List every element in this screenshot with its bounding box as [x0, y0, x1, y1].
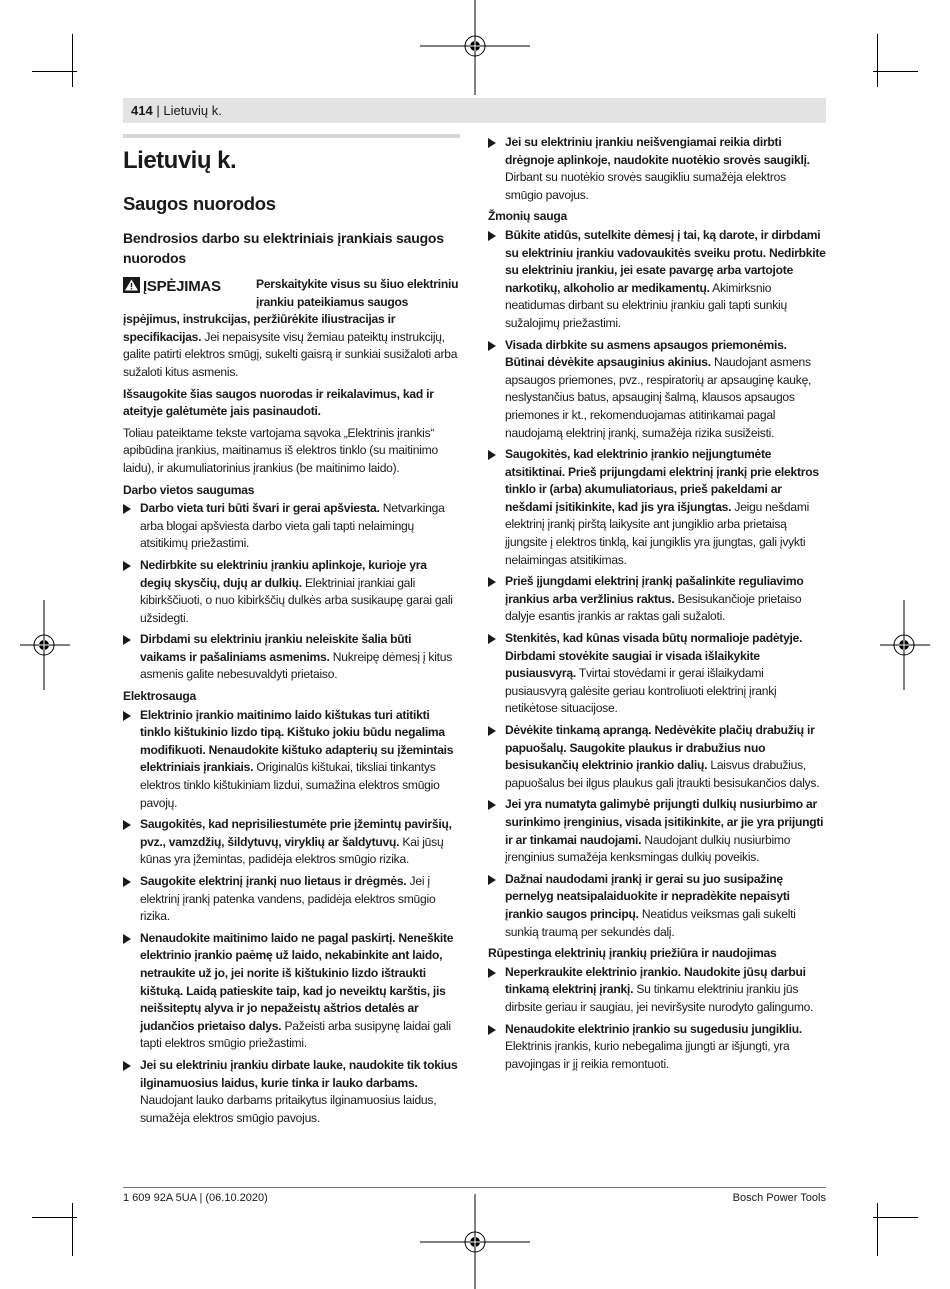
item-text: Jeigu nešdami elektrinį įrankį pirštą laikysite ant jungiklio arba prietaisą įjungsite į elektros tinklą, kai jungiklis yra įjungtas, gali įvykti nelaimingas atsitikimas.	[505, 499, 810, 567]
item-bold-text: Būkite atidūs, sutelkite dėmesį į tai, ką darote, ir dirbdami su elektriniu įrankiu vadovaukitės sveiku protu. Nedirbkite su elektriniu įrankiu, jei esate pavargę arba vartojote narkotikų, alkoholio ar medikamentų.	[505, 227, 826, 295]
item-bold-text: Nenaudokite maitinimo laido ne pagal paskirtį. Neneškite elektrinio įrankio paėmę už laido, nekabinkite ant laido, netraukite už jo, jei norite iš kištukinio lizdo ištraukti kištuką. Laidą patieskite taip, kad jo neveiktų karštis, jis neišsiteptų alyva ir jo nepažeistų aštrios detalės ar judančios prietaiso dalys.	[140, 930, 454, 1033]
bullet-arrow-icon	[488, 1025, 496, 1035]
keep-instructions: Išsaugokite šias saugos nuorodas ir reikalavimus, kad ir ateityje galėtumėte jais pasinaudoti.	[123, 386, 434, 419]
bullet-arrow-icon	[488, 577, 496, 587]
list-item	[488, 722, 826, 792]
bullet-arrow-icon	[123, 934, 131, 944]
header-separator: |	[156, 103, 160, 118]
crop-mark	[873, 1217, 918, 1218]
personal-heading: Žmonių sauga	[488, 209, 567, 224]
workplace-heading: Darbo vietos saugumas	[123, 482, 255, 497]
electrical-list-continued	[488, 134, 826, 204]
footer-document-code: 1 609 92A 5UA | (06.10.2020)	[123, 1192, 268, 1204]
title-rule	[123, 134, 460, 138]
item-text: Naudojant asmens apsaugos priemones, pvz., respiratorių ar apsauginę kaukę, neslystančius batus, apsauginį šalmą, klausos apsaugos priemones ir kt., rekomenduojamas atitinkamai pagal naudojamą elektrinį įrankį, sumažėja rizika susižeisti.	[505, 355, 812, 440]
crop-mark	[32, 1217, 77, 1218]
section-title: Saugos nuorodos	[123, 193, 276, 214]
item-bold-text: Neperkraukite elektrinio įrankio. Naudokite jūsų darbui tinkamą elektrinį įrankį.	[505, 964, 806, 997]
bullet-arrow-icon	[488, 231, 496, 241]
item-bold-text: Dažnai naudodami įrankį ir gerai su juo susipažinę pernelyg neatsipalaiduokite ir nepradėkite nepaisyti įrankio saugos principų.	[505, 871, 790, 921]
bullet-arrow-icon	[488, 875, 496, 885]
list-item	[488, 1021, 826, 1074]
list-item	[488, 630, 826, 718]
bullet-arrow-icon	[488, 138, 496, 148]
list-item	[123, 557, 460, 627]
item-bold-text: Visada dirbkite su asmens apsaugos priemonėmis. Būtinai dėvėkite apsauginius akinius.	[505, 337, 787, 370]
list-item	[488, 337, 826, 443]
left-column	[123, 134, 460, 1131]
item-bold-text: Prieš įjungdami elektrinį įrankį pašalinkite reguliavimo įrankius arba veržlinius raktus.	[505, 574, 804, 606]
item-bold-text: Dirbdami su elektriniu įrankiu neleiskite šalia būti vaikams ir pašaliniams asmenims.	[140, 632, 412, 664]
definition-text: Toliau pateiktame tekste vartojama sąvoka „Elektrinis įrankis“ apibūdina įrankius, maitinamus iš elektros tinklo (su maitinimo laidu), ir akumuliatorinius įrankius (be maitinimo laido).	[123, 425, 438, 475]
subsection-title: Bendrosios darbo su elektriniais įrankiais saugos nuorodos	[123, 230, 444, 266]
item-text: Pažeisti arba susipynę laidai gali tapti elektros smūgio priežastimi.	[140, 1018, 451, 1051]
page-number: 414	[131, 103, 153, 118]
list-item	[123, 816, 460, 869]
item-bold-text: Nedirbkite su elektriniu įrankiu aplinkoje, kurioje yra degių skysčių, dujų ar dulkių.	[140, 557, 427, 590]
crop-mark	[72, 34, 73, 87]
list-item	[123, 707, 460, 813]
list-item	[123, 1057, 460, 1127]
item-bold-text: Nenaudokite elektrinio įrankio su sugedusiu jungikliu.	[505, 1021, 802, 1036]
list-item	[488, 964, 826, 1017]
footer-brand: Bosch Power Tools	[732, 1192, 826, 1204]
registration-mark-icon	[880, 600, 930, 690]
list-item	[488, 796, 826, 866]
item-text: Nukreipę dėmesį į kitus asmenis galite nebesuvaldyti prietaiso.	[140, 649, 453, 682]
bullet-arrow-icon	[123, 877, 131, 887]
item-bold-text: Stenkitės, kad kūnas visada būtų normalioje padėtyje. Dirbdami stovėkite saugiai ir visada išlaikykite pusiausvyrą.	[505, 631, 803, 681]
crop-mark	[32, 71, 77, 72]
bullet-arrow-icon	[488, 341, 496, 351]
workplace-list	[123, 500, 460, 684]
warning-label	[123, 276, 256, 296]
item-bold-text: Saugokite elektrinį įrankį nuo lietaus ir drėgmės.	[140, 874, 407, 888]
footer-rule	[123, 1187, 826, 1188]
list-item	[488, 573, 826, 626]
registration-mark-icon	[420, 0, 530, 95]
running-header	[131, 103, 222, 119]
registration-mark-icon	[20, 600, 70, 690]
item-bold-text: Jei yra numatyta galimybė prijungti dulkių nusiurbimo ar surinkimo įrenginius, visada įsitikinkite, ar jie yra prijungti ir ar tinkamai naudojami.	[505, 797, 824, 847]
item-text: Akimirksnio neatidumas dirbant su elektriniu įrankiu gali tapti sunkių sužalojimų priežastimi.	[505, 280, 787, 330]
bullet-arrow-icon	[488, 450, 496, 460]
item-bold-text: Jei su elektriniu įrankiu neišvengiamai reikia dirbti drėgnoje aplinkoje, naudokite nuotėkio srovės saugiklį.	[505, 135, 810, 167]
personal-list	[488, 227, 826, 941]
item-bold-text: Darbo vieta turi būti švari ir gerai apšviesta.	[140, 501, 380, 516]
list-item	[488, 446, 826, 569]
item-text: Besisukančioje prietaiso dalyje esantis įrankis ar raktas gali sužaloti.	[505, 591, 802, 624]
bullet-arrow-icon	[488, 634, 496, 644]
right-column	[488, 134, 826, 1077]
bullet-arrow-icon	[488, 968, 496, 978]
item-text: Neatidus veiksmas gali sukelti sunkią traumą per sekundės dalį.	[505, 906, 796, 939]
electrical-heading: Elektrosauga	[123, 689, 196, 704]
header-language: Lietuvių k.	[163, 103, 222, 118]
warning-bold-text: Perskaitykite visus su šiuo elektriniu įrankiu pateikiamus saugos įspėjimus, instrukcijas, peržiūrėkite iliustracijas ir specifikacijas.	[123, 277, 459, 344]
list-item	[123, 500, 460, 553]
bullet-arrow-icon	[488, 800, 496, 810]
warning-block	[123, 276, 460, 382]
item-text: Dirbant su nuotėkio srovės saugikliu sumažėja elektros smūgio pavojus.	[505, 170, 786, 202]
crop-mark	[72, 1203, 73, 1256]
crop-mark	[877, 34, 878, 87]
item-text: Elektriniai įrankiai gali kibirkščiuoti, o nuo kibirkščių dulkės arba susikaupę garai gali užsidegti.	[140, 575, 453, 625]
crop-mark	[877, 1203, 878, 1256]
item-bold-text: Dėvėkite tinkamą aprangą. Nedėvėkite plačių drabužių ir papuošalų. Saugokite plaukus ir drabužius nuo besisukančių elektrinio įrankio dalių.	[505, 723, 815, 773]
bullet-arrow-icon	[488, 726, 496, 736]
list-item	[123, 631, 460, 684]
item-bold-text: Saugokitės, kad elektrinio įrankio neįjungtumėte atsitiktinai. Prieš prijungdami elektrinį įrankį prie elektros tinklo ir (arba) akumuliatoriaus, prieš pakeldami ar nešdami įsitikinkite, kad jis yra išjungtas.	[505, 447, 819, 514]
care-heading: Rūpestinga elektrinių įrankių priežiūra ir naudojimas	[488, 946, 777, 961]
list-item	[488, 134, 826, 204]
page-title: Lietuvių k.	[123, 147, 237, 174]
item-text: Elektrinis įrankis, kurio nebegalima įjungti ar išjungti, yra pavojingas ir jį reikia remontuoti.	[505, 1039, 790, 1071]
bullet-arrow-icon	[123, 1061, 131, 1071]
item-bold-text: Jei su elektriniu įrankiu dirbate lauke, naudokite tik tokius ilginamuosius laidus, kurie tinka ir lauko darbams.	[140, 1057, 458, 1090]
item-bold-text: Elektrinio įrankio maitinimo laido kištukas turi atitikti tinklo kištukinio lizdo tipą. Kištuko jokiu būdu negalima modifikuoti. Nenaudokite kištuko adapterių su įžemintais elektriniais įrankiais.	[140, 707, 454, 775]
item-text: Tvirtai stovėdami ir gerai išlaikydami pusiausvyrą galėsite geriau kontroliuoti elektrinį įrankį netikėtose situacijose.	[505, 666, 777, 716]
list-item	[123, 873, 460, 926]
electrical-list	[123, 707, 460, 1128]
warning-icon	[123, 277, 140, 293]
running-header-bar	[123, 98, 826, 123]
list-item	[123, 930, 460, 1053]
item-bold-text: Saugokitės, kad neprisiliestumėte prie įžemintų paviršių, pvz., vamzdžių, šildytuvų, viryklių ar šaldytuvų.	[140, 817, 452, 849]
list-item	[488, 871, 826, 941]
item-text: Laisvus drabužius, papuošalus bei ilgus plaukus gali įtraukti besisukančios dalys.	[505, 758, 820, 790]
item-text: Originalūs kištukai, tiksliai tinkantys elektros tinklo kištukiniam lizdui, sumažina elektros smūgio pavojų.	[140, 760, 440, 810]
bullet-arrow-icon	[123, 504, 131, 514]
warning-label-text: ĮSPĖJIMAS	[143, 278, 221, 295]
crop-mark	[873, 71, 918, 72]
bullet-arrow-icon	[123, 561, 131, 571]
item-text: Jei į elektrinį įrankį patenka vandens, padidėja elektros smūgio rizika.	[140, 874, 436, 924]
item-text: Kai jūsų kūnas yra įžemintas, padidėja elektros smūgio rizika.	[140, 834, 444, 867]
item-text: Netvarkinga arba blogai apšviesta darbo vieta gali tapti nelaimingų atsitikimų priežastimi.	[140, 501, 445, 551]
list-item	[488, 227, 826, 333]
bullet-arrow-icon	[123, 711, 131, 721]
item-text: Su tinkamu elektriniu įrankiu jūs dirbsite geriau ir saugiau, jei neviršysite nurodyto galingumo.	[505, 982, 814, 1014]
registration-mark-icon	[420, 1194, 530, 1289]
care-list	[488, 964, 826, 1074]
bullet-arrow-icon	[123, 820, 131, 830]
warning-text: Jei nepaisysite visų žemiau pateiktų instrukcijų, galite patirti elektros smūgį, sukelti gaisrą ir sunkiai susižaloti arba sužaloti kitus asmenis.	[123, 329, 458, 379]
bullet-arrow-icon	[123, 635, 131, 645]
item-text: Naudojant dulkių nusiurbimo įrenginius sumažėja kenksmingas dulkių poveikis.	[505, 832, 791, 865]
item-text: Naudojant lauko darbams pritaikytus ilginamuosius laidus, sumažėja elektros smūgio pavojus.	[140, 1093, 437, 1125]
